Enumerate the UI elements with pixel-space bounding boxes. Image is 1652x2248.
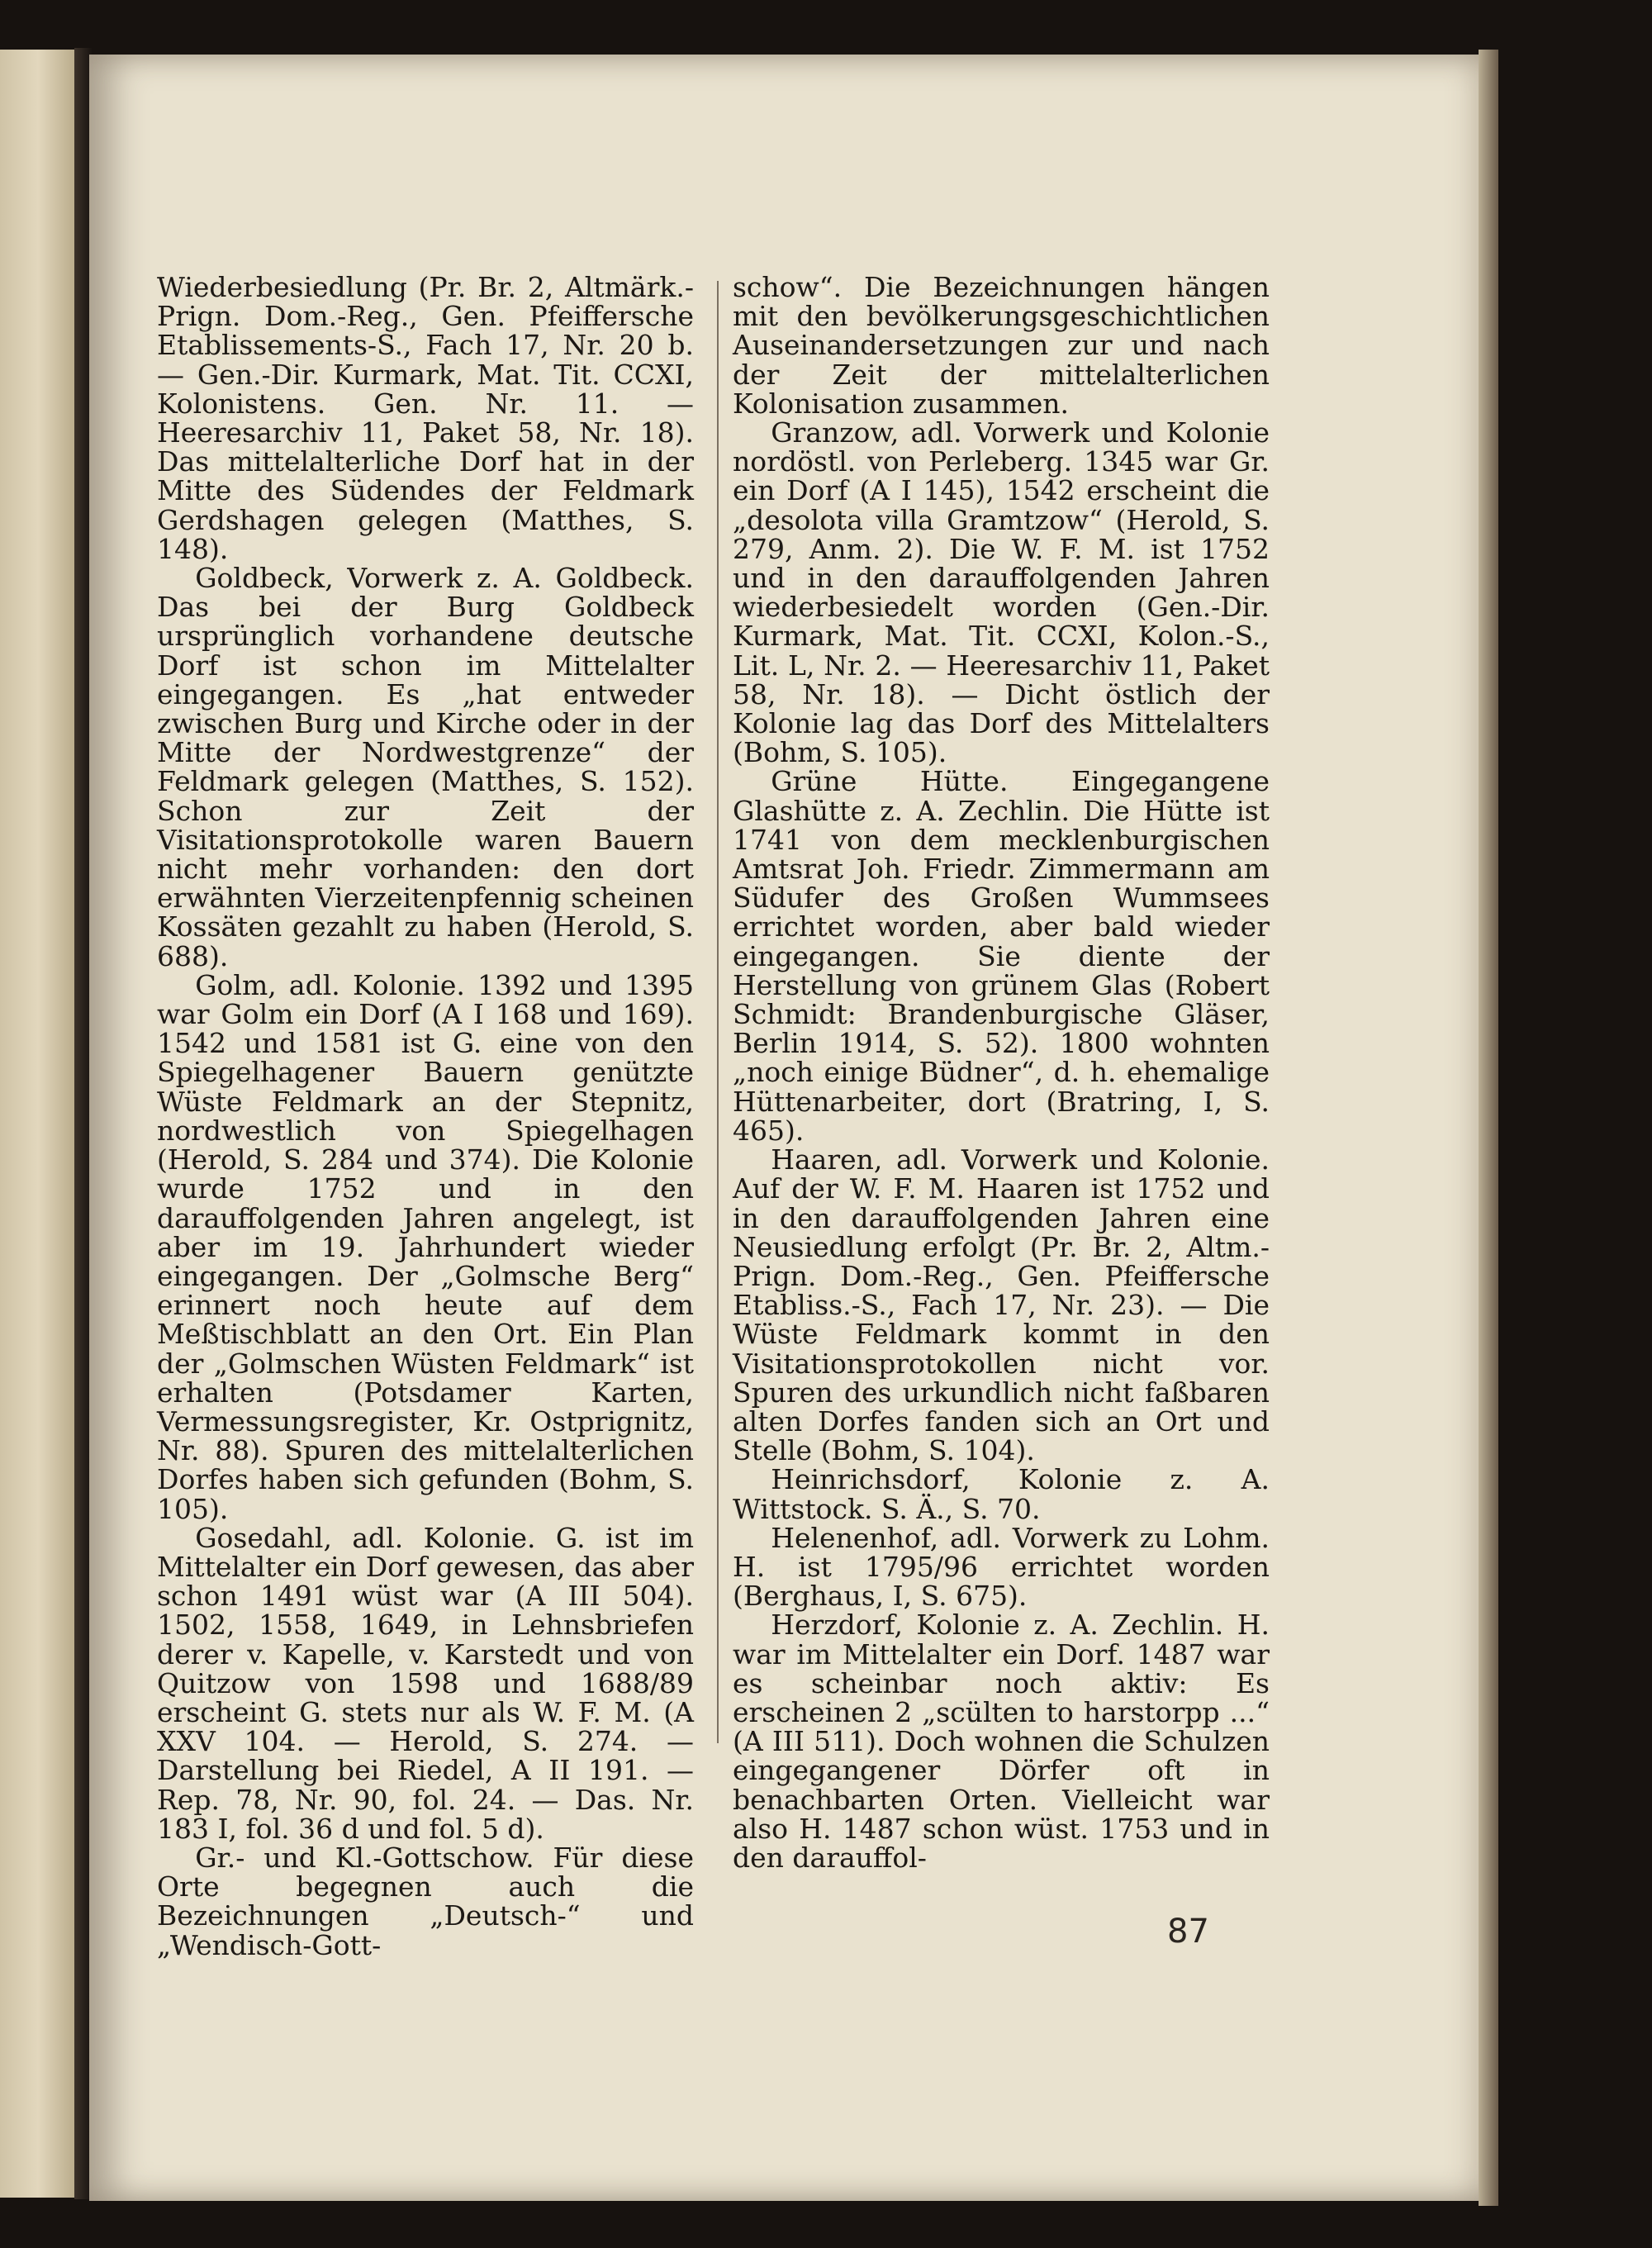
entry-golm: Golm, adl. Kolonie. 1392 und 1395 war Golm ein Dorf (A I 168 und 169). 1542 und 1581 ist G. eine von den Spiegelhagener Bauern genützte Wüste Feldmark an der Stepnitz, nordwestlich von Spiegelhagen (Herold, S. 284 und 374). Die Kolonie wurde 1752 und in den darauffolgenden Jahren angelegt, ist aber im 19. Jahrhundert wieder eingegangen. Der „Golmsche Berg“ erinnert noch heute auf dem Meßtischblatt an den Ort. Ein Plan der „Golmschen Wüsten Feldmark“ ist erhalten (Potsdamer Karten, Vermessungsregister, Kr. Ostprignitz, Nr. 88). Spuren des mittelalterlichen Dorfes haben sich gefunden (Bohm, S. 105). (157, 968, 694, 1525)
paragraph: schow“. Die Bezeichnungen hängen mit den bevölkerungsgeschichtlichen Auseinandersetzungen zur und nach der Zeit der mittelalterlichen Kolonisation zusammen. (733, 271, 1270, 420)
entry-granzow: Granzow, adl. Vorwerk und Kolonie nordöstl. von Perleberg. 1345 war Gr. ein Dorf (A I 145), 1542 erscheint die „desolota villa Gramtzow“ (Herold, S. 279, Anm. 2). Die W. F. M. ist 1752 und in den darauffolgenden Jahren wiederbesiedelt worden (Gen.-Dir. Kurmark, Mat. Tit. CCXI, Kolon.-S., Lit. L, Nr. 2. — Heeresarchiv 11, Paket 58, Nr. 18). — Dicht östlich der Kolonie lag das Dorf des Mittelalters (Bohm, S. 105). (733, 416, 1270, 769)
paragraph: Wiederbesiedlung (Pr. Br. 2, Altmärk.-Prign. Dom.-Reg., Gen. Pfeiffersche Etablissements-S., Fach 17, Nr. 20 b. — Gen.-Dir. Kurmark, Mat. Tit. CCXI, Kolonistens. Gen. Nr. 11. — Heeresarchiv 11, Paket 58, Nr. 18). Das mittelalterliche Dorf hat in der Mitte des Südendes der Feldmark Gerdshagen gelegen (Matthes, S. 148). (157, 271, 694, 565)
entry-haaren: Haaren, adl. Vorwerk und Kolonie. Auf der W. F. M. Haaren ist 1752 und in den darauffolgenden Jahren eine Neusiedlung erfolgt (Pr. Br. 2, Altm.-Prign. Dom.-Reg., Gen. Pfeiffersche Etabliss.-S., Fach 17, Nr. 23). — Die Wüste Feldmark kommt in den Visitationsprotokollen nicht vor. Spuren des urkundlich nicht faßbaren alten Dorfes fanden sich an Ort und Stelle (Bohm, S. 104). (733, 1143, 1270, 1467)
entry-herzdorf: Herzdorf, Kolonie z. A. Zechlin. H. war im Mittelalter ein Dorf. 1487 war es scheinbar noch aktiv: Es erscheinen 2 „scülten to harstorpp ...“ (A III 511). Doch wohnen die Schulzen eingegangener Dörfer oft in benachbarten Orten. Vielleicht war also H. 1487 schon wüst. 1753 und in den darauffol- (733, 1609, 1270, 1874)
entry-gruene-huette: Grüne Hütte. Eingegangene Glashütte z. A. Zechlin. Die Hütte ist 1741 von dem mecklenburgischen Amtsrat Joh. Friedr. Zimmermann am Südufer des Großen Wummsees errichtet worden, aber bald wieder eingegangen. Sie diente der Herstellung von grünem Glas (Robert Schmidt: Brandenburgische Gläser, Berlin 1914, S. 52). 1800 wohnten „noch einige Büdner“, d. h. ehemalige Hüttenarbeiter, dort (Bratring, I, S. 465). (733, 765, 1270, 1147)
right-text-column (733, 273, 1270, 1872)
entry-heinrichsdorf: Heinrichsdorf, Kolonie z. A. Wittstock. S. Ä., S. 70. (733, 1463, 1270, 1525)
entry-gottschow: Gr.- und Kl.-Gottschow. Für diese Orte begegnen auch die Bezeichnungen „Deutsch-“ und „Wendisch-Gott- (157, 1841, 694, 1961)
page-number: 87 (1167, 1913, 1209, 1951)
page-edge (1479, 50, 1498, 2206)
left-page-edge (0, 50, 76, 2198)
entry-goldbeck: Goldbeck, Vorwerk z. A. Goldbeck. Das bei der Burg Goldbeck ursprünglich vorhandene deutsche Dorf ist schon im Mittelalter eingegangen. Es „hat entweder zwischen Burg und Kirche oder in der Mitte der Nordwestgrenze“ der Feldmark gelegen (Matthes, S. 152). Schon zur Zeit der Visitationsprotokolle waren Bauern nicht mehr vorhanden: den dort erwähnten Vierzeitenpfennig scheinen Kossäten gezahlt zu haben (Herold, S. 688). (157, 562, 694, 972)
entry-helenenhof: Helenenhof, adl. Vorwerk zu Lohm. H. ist 1795/96 errichtet worden (Berghaus, I, S. 675). (733, 1521, 1270, 1613)
column-divider (717, 281, 719, 1743)
entry-gosedahl: Gosedahl, adl. Kolonie. G. ist im Mittelalter ein Dorf gewesen, das aber schon 1491 wüst war (A III 504). 1502, 1558, 1649, in Lehnsbriefen derer v. Kapelle, v. Karstedt und von Quitzow von 1598 und 1688/89 erscheint G. stets nur als W. F. M. (A XXV 104. — Herold, S. 274. — Darstellung bei Riedel, A II 191. — Rep. 78, Nr. 90, fol. 24. — Das. Nr. 183 I, fol. 36 d und fol. 5 d). (157, 1521, 694, 1845)
left-text-column (157, 273, 694, 1960)
